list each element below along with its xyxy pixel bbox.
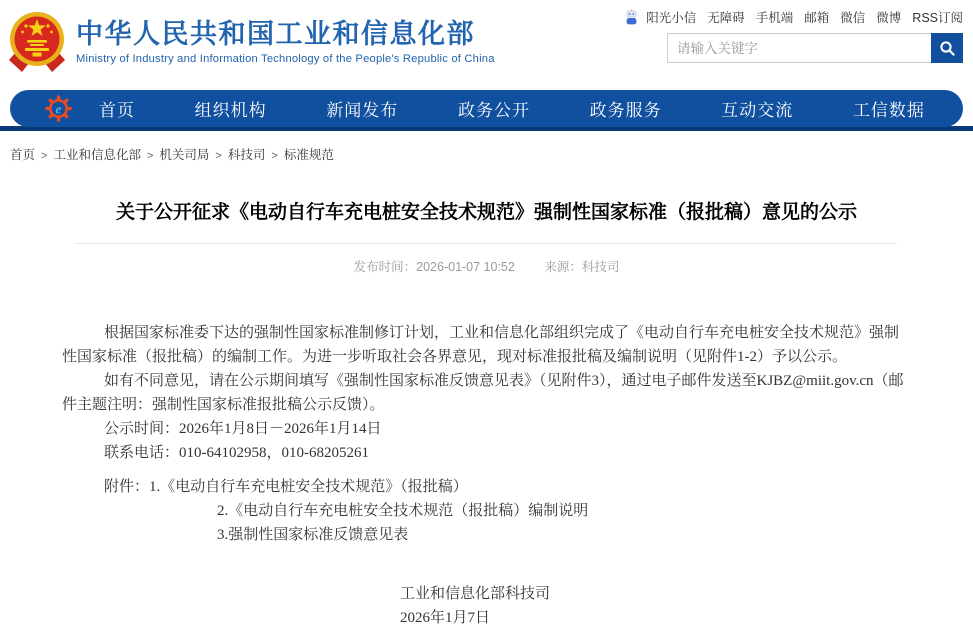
main-nav <box>0 90 973 131</box>
signature-date: 2026年1月7日 <box>400 610 491 626</box>
utility-link-rss[interactable]: RSS订阅 <box>912 11 963 25</box>
breadcrumb-standards[interactable]: 标准规范 <box>283 148 334 162</box>
paragraph-feedback: 如有不同意见，请在公示期间填写《强制性国家标准反馈意见表》（见附件3），通过电子邮件发送至KJBZ@miit.gov.cn（邮件主题注明：强制性国家标准报批稿公示反馈）。 <box>62 373 904 413</box>
paragraph-public-period: 公示时间：2026年1月8日－2026年1月14日 <box>104 421 382 437</box>
source-label: 来源： <box>544 260 582 274</box>
breadcrumb-science-tech-dept[interactable]: 科技司 <box>227 148 266 162</box>
search-bar <box>667 33 963 63</box>
nav-item-gov-services[interactable]: 政务服务 <box>589 101 662 120</box>
breadcrumb-separator: > <box>41 150 48 162</box>
nav-item-gov-affairs-open[interactable]: 政务公开 <box>457 101 530 120</box>
utility-link-accessibility[interactable]: 无障碍 <box>707 11 745 25</box>
breadcrumb-separator: > <box>215 150 222 162</box>
national-emblem-icon <box>8 10 66 73</box>
utility-link-wechat[interactable]: 微信 <box>840 11 866 25</box>
breadcrumb <box>0 131 973 173</box>
nav-item-organization[interactable]: 组织机构 <box>194 101 267 120</box>
brand-text <box>76 18 495 65</box>
nav-item-miit-data[interactable]: 工信数据 <box>852 101 925 120</box>
nav-item-interaction[interactable]: 互动交流 <box>721 101 794 120</box>
title-divider <box>76 243 897 244</box>
nav-bar <box>10 90 963 127</box>
attachments-label: 附件： <box>104 479 150 495</box>
attachment-link-1[interactable]: 1.《电动自行车充电桩安全技术规范》（报批稿） <box>149 479 468 495</box>
utility-link-mail[interactable]: 邮箱 <box>804 11 830 25</box>
breadcrumb-miit[interactable]: 工业和信息化部 <box>53 148 141 162</box>
nav-item-home[interactable]: 首页 <box>99 101 135 120</box>
utility-link-mobile[interactable]: 手机端 <box>755 11 794 25</box>
sunshine-assistant-robot-icon <box>624 9 639 25</box>
publish-time: 2026-01-07 10:52 <box>416 260 515 274</box>
signature-org: 工业和信息化部科技司 <box>400 586 551 602</box>
search-input[interactable] <box>667 33 931 63</box>
signature-block <box>400 582 911 630</box>
site-title: 中华人民共和国工业和信息化部 <box>76 19 475 49</box>
attachment-link-3[interactable]: 3.强制性国家标准反馈意见表 <box>217 527 409 543</box>
publish-time-label: 发布时间： <box>353 260 417 274</box>
breadcrumb-home[interactable]: 首页 <box>10 148 36 162</box>
site-subtitle: Ministry of Industry and Information Technology of the People's Republic of China <box>76 53 495 65</box>
nav-item-news[interactable]: 新闻发布 <box>326 101 399 120</box>
article-body <box>62 321 911 630</box>
attachment-link-2[interactable]: 2.《电动自行车充电桩安全技术规范（报批稿）编制说明 <box>217 503 589 519</box>
paragraph-contact-phone: 联系电话：010-64102958，010-68205261 <box>104 445 369 461</box>
source-value: 科技司 <box>581 260 620 274</box>
article-meta <box>62 257 911 275</box>
gear-e-logo-icon <box>44 94 73 123</box>
utility-link-weibo[interactable]: 微博 <box>876 11 902 25</box>
breadcrumb-separator: > <box>271 150 278 162</box>
utility-links <box>624 8 963 26</box>
paragraph-intro: 根据国家标准委下达的强制性国家标准制修订计划，工业和信息化部组织完成了《电动自行车充电桩安全技术规范》强制性国家标准（报批稿）的编制工作。为进一步听取社会各界意见，现对标准报批稿及编制说明（见附件1-2）予以公示。 <box>62 325 900 365</box>
site-header <box>0 0 973 90</box>
svg-text:e: e <box>55 102 62 118</box>
site-logo-home-link[interactable] <box>8 10 495 73</box>
breadcrumb-departments[interactable]: 机关司局 <box>159 148 210 162</box>
article-title: 关于公开征求《电动自行车充电桩安全技术规范》强制性国家标准（报批稿）意见的公示 <box>115 202 857 223</box>
article <box>0 199 973 630</box>
attachments <box>62 475 911 547</box>
utility-link-sunshine-assistant[interactable]: 阳光小信 <box>646 11 697 25</box>
search-button[interactable] <box>931 33 963 63</box>
nav-items <box>89 96 963 121</box>
breadcrumb-separator: > <box>146 150 154 162</box>
search-icon <box>939 40 956 57</box>
